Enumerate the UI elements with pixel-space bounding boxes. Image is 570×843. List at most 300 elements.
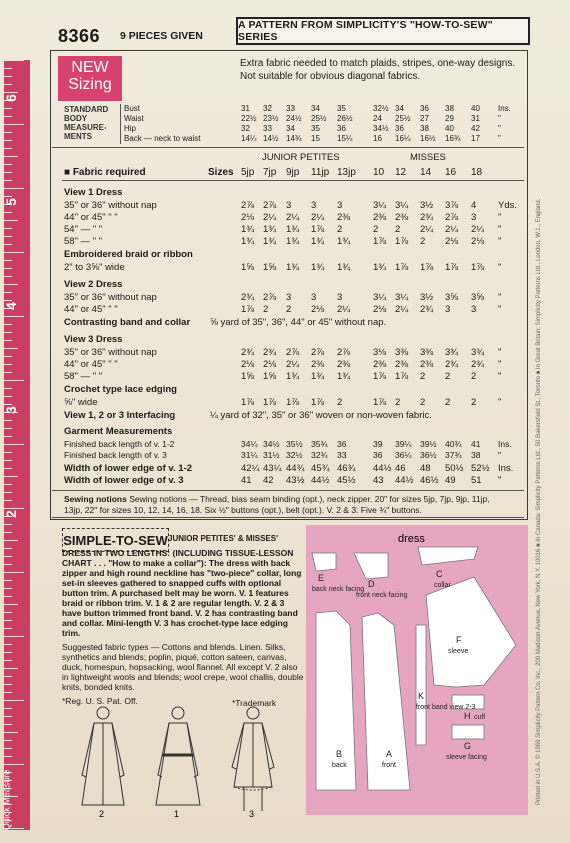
garment-value: 46¾	[337, 463, 356, 474]
garment-value: 39	[373, 439, 383, 449]
yardage-value: 3⅜	[420, 347, 434, 358]
yardage-value: 2⅛	[311, 304, 325, 315]
garment-value: 45½	[337, 475, 356, 486]
fabric-row-label: Contrasting band and collar	[64, 317, 191, 328]
description-block	[62, 548, 306, 706]
yardage-value: 1⅞	[263, 397, 277, 408]
label-c-letter: C	[436, 569, 443, 579]
label-a-text: front	[382, 762, 397, 769]
measure-value: 33	[286, 104, 295, 113]
ruler-label: Quick Measure	[1, 769, 12, 831]
ruler-tick	[4, 316, 24, 317]
pieces-count: 9 PIECES GIVEN	[120, 30, 203, 42]
ruler-tick	[4, 108, 12, 109]
notions-line1: Sewing notions Sewing notions — Thread, bias seam binding (opt.), neck zipper. 20" for sizes 5jp, 7jp, 9jp, 11jp,	[64, 494, 490, 504]
measure-value: 34	[395, 104, 404, 113]
yardage-value: 2¼	[286, 212, 300, 223]
label-a-letter: A	[386, 749, 393, 759]
yardage-value: 2	[420, 371, 426, 382]
label-h-text: cuff	[474, 714, 486, 721]
yardage-value: 2	[395, 224, 401, 235]
yardage-value: 3	[337, 292, 343, 303]
figure-1-sketch	[156, 707, 200, 805]
garment-unit: Ins.	[498, 463, 514, 474]
yardage-unit: "	[498, 292, 502, 303]
garment-value: 49	[445, 475, 456, 486]
yardage-value: 1⅞	[241, 397, 255, 408]
ruler-tick	[4, 156, 18, 157]
garment-title: Garment Measurements	[64, 426, 173, 437]
ruler-tick	[4, 460, 12, 461]
yardage-value: 3½	[420, 200, 434, 211]
ruler-tick	[4, 164, 12, 165]
ruler-tick	[4, 684, 12, 685]
yardage-value: 1⅞	[373, 371, 387, 382]
ruler-tick	[4, 572, 24, 573]
view-sketches	[68, 705, 300, 823]
yardage-value: 2¾	[263, 347, 277, 358]
label-g-letter: G	[464, 741, 472, 751]
measure-value: 31	[471, 114, 480, 123]
ruler-tick	[4, 132, 12, 133]
ruler-tick	[4, 564, 12, 565]
garment-value: 48	[420, 463, 431, 474]
ruler-tick	[4, 668, 18, 669]
ruler-tick	[4, 60, 24, 61]
label-d-text: front neck facing	[356, 592, 408, 599]
ruler-tick	[4, 148, 12, 149]
label-c-text: collar	[434, 582, 451, 589]
yardage-value: 3¼	[395, 292, 409, 303]
yardage-value: 1⅞	[445, 262, 459, 273]
reg-note: *Reg. U. S. Pat. Off.	[62, 696, 138, 706]
piece-k-front-band	[416, 625, 426, 745]
fabric-required-label: ■ Fabric required	[64, 167, 146, 178]
ruler-tick	[4, 356, 12, 357]
ruler-tick	[4, 236, 12, 237]
yardage-value: 3¼	[373, 292, 387, 303]
measure-value: 32½	[373, 104, 389, 113]
fabric-row-label: 58" — " "	[64, 371, 103, 382]
garment-value: 46	[395, 463, 406, 474]
ruler-tick	[4, 644, 12, 645]
ruler-number: 4	[2, 302, 19, 310]
ruler-tick	[4, 196, 12, 197]
yardage-unit: "	[498, 347, 502, 358]
measure-value: 26½	[337, 114, 353, 123]
measure-value: 17	[471, 134, 480, 143]
yardage-value: 1¾	[263, 224, 277, 235]
fabric-row-label: Embroidered braid or ribbon	[64, 249, 193, 260]
ruler-tick	[4, 540, 18, 541]
size-heading: 16	[445, 167, 457, 178]
size-heading: 9jp	[286, 167, 300, 178]
yardage-value: 2	[263, 304, 269, 315]
ruler-tick	[4, 492, 12, 493]
ruler-tick	[4, 436, 12, 437]
garment-value: 41	[471, 439, 481, 449]
measure-value: 27	[420, 114, 429, 123]
ruler-tick	[4, 348, 18, 349]
ruler-tick	[4, 220, 18, 221]
fabric-row-label: View 2 Dress	[64, 279, 123, 290]
yardage-value: 1⅞	[420, 262, 434, 273]
garment-value: 32½	[286, 450, 303, 460]
yardage-value: 1¾	[241, 224, 255, 235]
yardage-value: 2	[373, 224, 379, 235]
yardage-value: 3	[286, 200, 292, 211]
pattern-pieces-panel	[306, 525, 528, 815]
measure-label: Hip	[124, 124, 137, 133]
fabric-row-label: 54" — " "	[64, 224, 103, 235]
ruler-tick	[4, 636, 24, 637]
yardage-value: 2¾	[420, 304, 434, 315]
yardage-value: 3⅞	[445, 200, 459, 211]
ruler-tick	[4, 68, 12, 69]
fabric-row-label: 44" or 45" " "	[64, 304, 118, 315]
measure-value: 36	[337, 124, 346, 133]
pattern-pieces-diagram	[306, 525, 528, 815]
fabric-row-label: 44" or 45" " "	[64, 359, 118, 370]
ruler-tick	[4, 708, 12, 709]
measure-value: 33	[263, 124, 272, 133]
measure-unit: "	[498, 114, 501, 123]
yardage-value: 3¾	[471, 347, 485, 358]
ruler-tick	[4, 556, 12, 557]
yardage-value: 1⅞	[286, 397, 300, 408]
trademark-note: *Trademark	[232, 698, 277, 708]
ruler-tick	[4, 212, 12, 213]
garment-value: 44½	[373, 463, 392, 474]
ruler-tick	[4, 404, 12, 405]
yardage-value: 3	[337, 200, 343, 211]
yardage-unit: "	[498, 371, 502, 382]
simple-to-sew-badge: SIMPLE-TO-SEW	[62, 528, 169, 552]
measure-value: 38	[420, 124, 429, 133]
measure-unit: "	[498, 134, 501, 143]
ruler-tick	[4, 380, 24, 381]
label-k-letter: K	[418, 691, 425, 701]
ruler-tick	[4, 116, 12, 117]
ruler-tick	[4, 756, 12, 757]
yardage-value: 2⅜	[373, 212, 387, 223]
garment-value: 44½	[311, 475, 330, 486]
ruler-tick	[4, 284, 18, 285]
yardage-value: 2⅛	[263, 359, 277, 370]
ruler-tick	[4, 652, 12, 653]
yardage-value: 1¾	[337, 236, 351, 247]
yardage-value: 1¾	[263, 236, 277, 247]
yardage-value: 2⅜	[373, 359, 387, 370]
yardage-value: 2⅛	[471, 236, 485, 247]
label-f-text: sleeve	[448, 648, 469, 655]
ruler-tick	[4, 628, 12, 629]
yardage-value: 1¾	[286, 262, 300, 273]
yardage-value: 1⅞	[373, 397, 387, 408]
yardage-value: 4	[471, 200, 477, 211]
yardage-value: 1¾	[311, 262, 325, 273]
yardage-value: 2	[286, 304, 292, 315]
yardage-value: 2⅛	[241, 212, 255, 223]
garment-value: 41	[241, 475, 252, 486]
yardage-value: 2⅞	[263, 200, 277, 211]
yardage-value: 3	[471, 212, 477, 223]
yardage-value: 3	[471, 304, 477, 315]
yardage-value: 2	[445, 371, 451, 382]
yardage-value: 2¼	[311, 212, 325, 223]
fabric-row-label: 35" or 36" without nap	[64, 200, 157, 211]
size-heading: 7jp	[263, 167, 277, 178]
label-g-text: sleeve facing	[446, 754, 487, 761]
yardage-value: 2¼	[395, 304, 409, 315]
measure-value: 35	[337, 104, 346, 113]
yardage-value: 2⅞	[311, 347, 325, 358]
yardage-value: 1¾	[311, 236, 325, 247]
measure-value: 22½	[241, 114, 257, 123]
yardage-value: 3	[311, 292, 317, 303]
ruler-tick	[4, 372, 12, 373]
yardage-unit: "	[498, 262, 502, 273]
garment-value: 43¼	[263, 463, 282, 474]
ruler-number: 3	[2, 406, 19, 414]
yardage-value: 1⅞	[311, 224, 325, 235]
junior-header: JUNIOR PETITES	[262, 152, 340, 163]
ruler-tick	[4, 676, 12, 677]
yardage-value: 3¾	[445, 347, 459, 358]
simple-sub: JUNIOR PETITES' & MISSES'	[168, 534, 279, 543]
measure-value: 16½	[420, 134, 436, 143]
garment-value: 40¾	[445, 439, 462, 449]
yardage-value: 2⅜	[395, 359, 409, 370]
measure-value: 34	[286, 124, 295, 133]
yardage-value: 2⅜	[337, 212, 351, 223]
garment-value: 34¼	[241, 439, 258, 449]
garment-row-label: Width of lower edge of v. 3	[64, 475, 184, 486]
yardage-value: 2¼	[286, 359, 300, 370]
garment-value: 45¾	[311, 463, 330, 474]
garment-value: 39½	[420, 439, 437, 449]
measure-value: 14½	[263, 134, 279, 143]
ruler-tick	[4, 228, 12, 229]
yardage-value: 2¼	[337, 304, 351, 315]
pattern-number: 8366	[58, 26, 101, 46]
ruler-tick	[4, 388, 12, 389]
yardage-unit: "	[498, 224, 502, 235]
garment-value: 35¾	[311, 439, 328, 449]
yardage-value: 2	[471, 397, 477, 408]
size-heading: 5jp	[241, 167, 255, 178]
measure-value: 34	[311, 104, 320, 113]
divider	[52, 147, 524, 148]
ruler-tick	[4, 260, 12, 261]
measure-value: 40	[471, 104, 480, 113]
yardage-value: 1⅝	[241, 262, 255, 273]
garment-value: 36	[337, 439, 347, 449]
measure-value: 16¾	[445, 134, 461, 143]
garment-value: 31¼	[241, 450, 258, 460]
measure-value: 36	[395, 124, 404, 133]
garment-value: 42¼	[241, 463, 260, 474]
ruler-tick	[4, 700, 24, 701]
yardage-value: 3¼	[373, 200, 387, 211]
interfacing-text: ¼ yard of 32", 35" or 36" woven or non-woven fabric.	[210, 410, 432, 421]
measure-value: 36	[420, 104, 429, 113]
garment-value: 43½	[286, 475, 305, 486]
garment-value: 51	[471, 475, 482, 486]
yardage-unit: "	[498, 304, 502, 315]
yardage-value: 1¾	[337, 371, 351, 382]
measure-value: 38	[445, 104, 454, 113]
ruler-tick	[4, 292, 12, 293]
yardage-value: 1⅝	[263, 371, 277, 382]
piece-f-sleeve	[426, 577, 516, 687]
yardage-unit: "	[498, 359, 502, 370]
ruler-tick	[4, 396, 12, 397]
measure-value: 40	[445, 124, 454, 133]
garment-value: 37¾	[445, 450, 462, 460]
yardage-value: 1⅝	[241, 371, 255, 382]
garment-value: 44½	[395, 475, 414, 486]
fabric-row-label: 35" or 36" without nap	[64, 292, 157, 303]
ruler-number: 6	[2, 94, 19, 102]
garment-value: 42	[263, 475, 274, 486]
ruler-tick	[4, 716, 12, 717]
label-e-letter: E	[318, 573, 325, 583]
fabric-row-label: 44" or 45" " "	[64, 212, 118, 223]
notions-line2: 13jp, 22" for sizes 10, 12, 14, 16, 18. Six ½" buttons (opt.), belt (opt.). V. 2 & 3: Five ¾" buttons.	[64, 505, 422, 515]
size-heading: 13jp	[337, 167, 356, 178]
yardage-value: 3⅜	[395, 347, 409, 358]
measure-bracket	[120, 104, 121, 144]
yardage-value: 2⅞	[286, 347, 300, 358]
yardage-value: 1¾	[286, 224, 300, 235]
measure-value: 24	[373, 114, 382, 123]
garment-value: 52½	[471, 463, 490, 474]
garment-value: 35½	[286, 439, 303, 449]
printed-credit: Printed in U.S.A. © 1969 Simplicity Pattern Co. Inc., 200 Madison Avenue, New York, N.Y. 10016 ■ In Canada: Simplicity Patterns Ltd., 50 Bakersfield St., Toronto ■ In Great Britain: Simplicity Patterns Ltd., London, W.1., England.	[536, 198, 542, 805]
fabric-row-label: 35" or 36" without nap	[64, 347, 157, 358]
yardage-value: 2¾	[445, 359, 459, 370]
measure-unit: "	[498, 124, 501, 133]
ruler-tick	[4, 364, 12, 365]
yardage-value: 2¾	[241, 292, 255, 303]
figure-label-3: 3	[249, 809, 255, 819]
ruler-tick	[4, 444, 24, 445]
fabric-row-label: Crochet type lace edging	[64, 384, 177, 395]
label-b-letter: B	[336, 749, 343, 759]
ruler-tick	[4, 172, 12, 173]
ruler-tick	[4, 332, 12, 333]
fabric-row-label: View 1 Dress	[64, 187, 123, 198]
ruler-tick	[4, 476, 18, 477]
measure-value: 31	[241, 104, 250, 113]
piece-g-sleeve-facing	[452, 725, 484, 739]
garment-value: 31½	[263, 450, 280, 460]
ruler-tick	[4, 596, 12, 597]
fabric-row-label: View 3 Dress	[64, 334, 123, 345]
garment-value: 44¾	[286, 463, 305, 474]
yardage-unit: "	[498, 397, 502, 408]
label-f-letter: F	[456, 635, 462, 645]
ruler-tick	[4, 324, 12, 325]
ruler-tick	[4, 732, 18, 733]
piece-d-front-neck-facing	[354, 553, 388, 579]
badge-line1: NEW	[71, 59, 109, 76]
yardage-value: 1⅞	[471, 262, 485, 273]
interfacing-label: View 1, 2 or 3 Interfacing	[64, 410, 176, 421]
fabric-note: Extra fabric needed to match plaids, stripes, one-way designs. Not suitable for obvious diagonal fabrics.	[240, 58, 516, 82]
ruler-tick	[4, 252, 24, 253]
yardage-value: 1⅝	[263, 262, 277, 273]
yardage-value: 3⅝	[445, 292, 459, 303]
ruler-tick	[4, 180, 12, 181]
garment-value: 50½	[445, 463, 464, 474]
figure-2-sketch	[82, 707, 124, 805]
ruler-tick	[4, 84, 12, 85]
yardage-value: 2⅞	[241, 200, 255, 211]
size-heading: 11jp	[311, 167, 330, 178]
measure-value: 14¾	[286, 134, 302, 143]
size-heading: 12	[395, 167, 407, 178]
yardage-value: 2⅛	[373, 304, 387, 315]
yardage-value: 1¾	[311, 371, 325, 382]
yardage-value: 2	[337, 397, 343, 408]
measure-value: 32	[263, 104, 272, 113]
yardage-value: 2⅞	[263, 292, 277, 303]
ruler-tick	[4, 484, 12, 485]
yardage-value: 3	[311, 200, 317, 211]
ruler-tick	[4, 580, 12, 581]
yardage-value: 1¾	[286, 371, 300, 382]
ruler-tick	[4, 428, 12, 429]
garment-value: 33	[337, 450, 347, 460]
yardage-value: 2	[337, 224, 343, 235]
yardage-value: 1¾	[373, 262, 387, 273]
panel-title: dress	[398, 533, 425, 545]
fabric-row-label: 2" to 3⅝" wide	[64, 262, 125, 273]
yardage-value: 1⅞	[311, 397, 325, 408]
yardage-unit: Yds.	[498, 200, 518, 211]
size-heading: 18	[471, 167, 483, 178]
ruler-tick	[4, 524, 12, 525]
yardage-value: 1⅞	[395, 236, 409, 247]
garment-value: 34½	[263, 439, 280, 449]
yardage-value: 3⅝	[471, 292, 485, 303]
ruler-tick	[4, 124, 24, 125]
ruler-tick	[4, 548, 12, 549]
measure-value: 29	[445, 114, 454, 123]
ruler-tick	[4, 188, 24, 189]
yardage-value: 2¾	[241, 347, 255, 358]
ruler-tick	[4, 532, 12, 533]
garment-value: 36½	[420, 450, 437, 460]
measurements-title: STANDARD BODY MEASURE- MENTS	[64, 105, 109, 141]
garment-unit: Ins.	[498, 439, 512, 449]
yardage-value: 1⅞	[395, 371, 409, 382]
ruler-tick	[4, 244, 12, 245]
size-heading: 14	[420, 167, 432, 178]
ruler-tick	[4, 452, 12, 453]
measure-value: 35	[311, 124, 320, 133]
ruler-tick	[4, 740, 12, 741]
figure-label-1: 1	[174, 809, 180, 819]
garment-value: 36	[373, 450, 383, 460]
yardage-value: 3	[286, 292, 292, 303]
yardage-value: 2¾	[471, 359, 485, 370]
ruler-tick	[4, 300, 12, 301]
yardage-value: 3	[445, 304, 451, 315]
yardage-value: 2⅛	[445, 236, 459, 247]
